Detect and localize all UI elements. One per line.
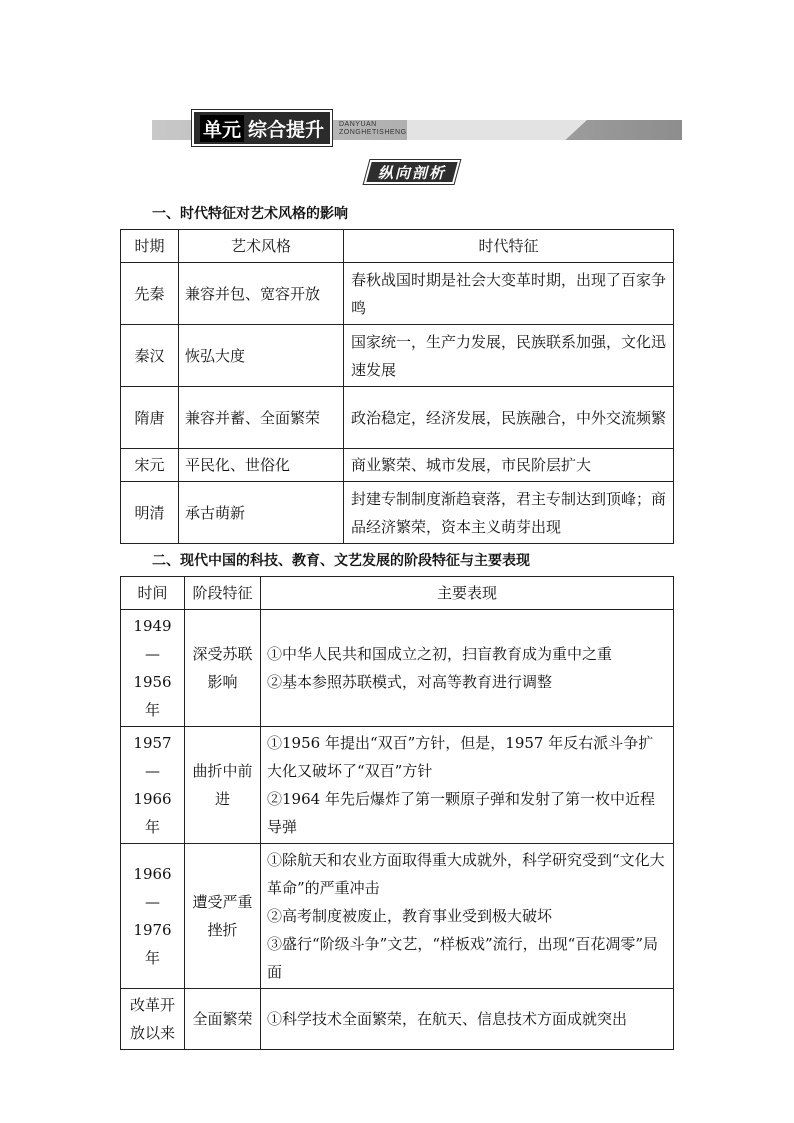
table-row: [121, 610, 674, 727]
time-cell: 改革开放以来: [121, 989, 185, 1050]
header-style: 艺术风格: [179, 230, 344, 263]
period-cell: 隋唐: [121, 387, 179, 449]
performance-cell: [261, 989, 674, 1050]
heading-1: 一、时代特征对艺术风格的影响: [152, 206, 348, 222]
section-tag-text: 纵向剖析: [377, 163, 446, 182]
header-performance: 主要表现: [261, 577, 674, 610]
performance-item: ③盛行“阶级斗争”文艺，“样板戏”流行，出现“百花凋零”局面: [267, 935, 659, 981]
performance-item: ②1964 年先后爆炸了第一颗原子弹和发射了第一枚中近程导弹: [267, 790, 655, 836]
stage-cell: 曲折中前进: [185, 727, 261, 844]
performance-cell: [261, 727, 674, 844]
features-cell: 政治稳定，经济发展，民族融合，中外交流频繁: [344, 387, 674, 449]
period-cell: 宋元: [121, 449, 179, 482]
performance-cell: [261, 610, 674, 727]
features-cell: 春秋战国时期是社会大变革时期，出现了百家争鸣: [344, 263, 674, 325]
time-cell: 1966—1976 年: [121, 844, 185, 989]
table-header-row: [121, 230, 674, 263]
table-row: [121, 325, 674, 387]
table-row: [121, 482, 674, 544]
performance-cell: [261, 844, 674, 989]
table-row: [121, 449, 674, 482]
banner-title-a: 单元: [200, 115, 244, 142]
table-header-row: [121, 577, 674, 610]
style-cell: 承古萌新: [179, 482, 344, 544]
style-cell: 兼容并包、宽容开放: [179, 263, 344, 325]
performance-item: ①中华人民共和国成立之初，扫盲教育成为重中之重: [267, 645, 613, 663]
performance-item: ②高考制度被废止，教育事业受到极大破坏: [267, 907, 553, 925]
banner-pinyin-2: ZONGHETISHENG: [339, 129, 407, 136]
period-cell: 先秦: [121, 263, 179, 325]
period-cell: 秦汉: [121, 325, 179, 387]
time-cell: 1957—1966 年: [121, 727, 185, 844]
section-tag: [367, 160, 457, 184]
style-cell: 恢弘大度: [179, 325, 344, 387]
stage-cell: 遭受严重挫折: [185, 844, 261, 989]
features-cell: 封建专制制度渐趋衰落，君主专制达到顶峰；商品经济繁荣，资本主义萌芽出现: [344, 482, 674, 544]
table-modern-development: [120, 576, 674, 1050]
stage-cell: 深受苏联影响: [185, 610, 261, 727]
period-cell: 明清: [121, 482, 179, 544]
performance-item: ①1956 年提出“双百”方针，但是，1957 年反右派斗争扩大化又破坏了“双百”方针: [267, 734, 654, 780]
performance-item: ①科学技术全面繁荣，在航天、信息技术方面成就突出: [267, 1010, 628, 1028]
table-row: [121, 989, 674, 1050]
header-time: 时间: [121, 577, 185, 610]
header-stage: 阶段特征: [185, 577, 261, 610]
header-period: 时期: [121, 230, 179, 263]
features-cell: 商业繁荣、城市发展，市民阶层扩大: [344, 449, 674, 482]
style-cell: 兼容并蓄、全面繁荣: [179, 387, 344, 449]
banner-pinyin: [339, 121, 407, 137]
heading-2: 二、现代中国的科技、教育、文艺发展的阶段特征与主要表现: [152, 553, 530, 569]
style-cell: 平民化、世俗化: [179, 449, 344, 482]
unit-banner: [152, 118, 682, 142]
banner-pinyin-1: DANYUAN: [339, 121, 377, 128]
header-features: 时代特征: [344, 230, 674, 263]
banner-highlight: [407, 120, 587, 140]
table-row: [121, 263, 674, 325]
table-row: [121, 387, 674, 449]
performance-item: ①除航天和农业方面取得重大成就外，科学研究受到“文化大革命”的严重冲击: [267, 851, 665, 897]
time-cell: 1949—1956 年: [121, 610, 185, 727]
stage-cell: 全面繁荣: [185, 989, 261, 1050]
table-row: [121, 727, 674, 844]
table-era-art-style: [120, 229, 674, 544]
table-row: [121, 844, 674, 989]
banner-title-b: 综合提升: [248, 118, 325, 141]
banner-title-box: [192, 110, 332, 146]
performance-item: ②基本参照苏联模式，对高等教育进行调整: [267, 673, 553, 691]
features-cell: 国家统一，生产力发展，民族联系加强，文化迅速发展: [344, 325, 674, 387]
